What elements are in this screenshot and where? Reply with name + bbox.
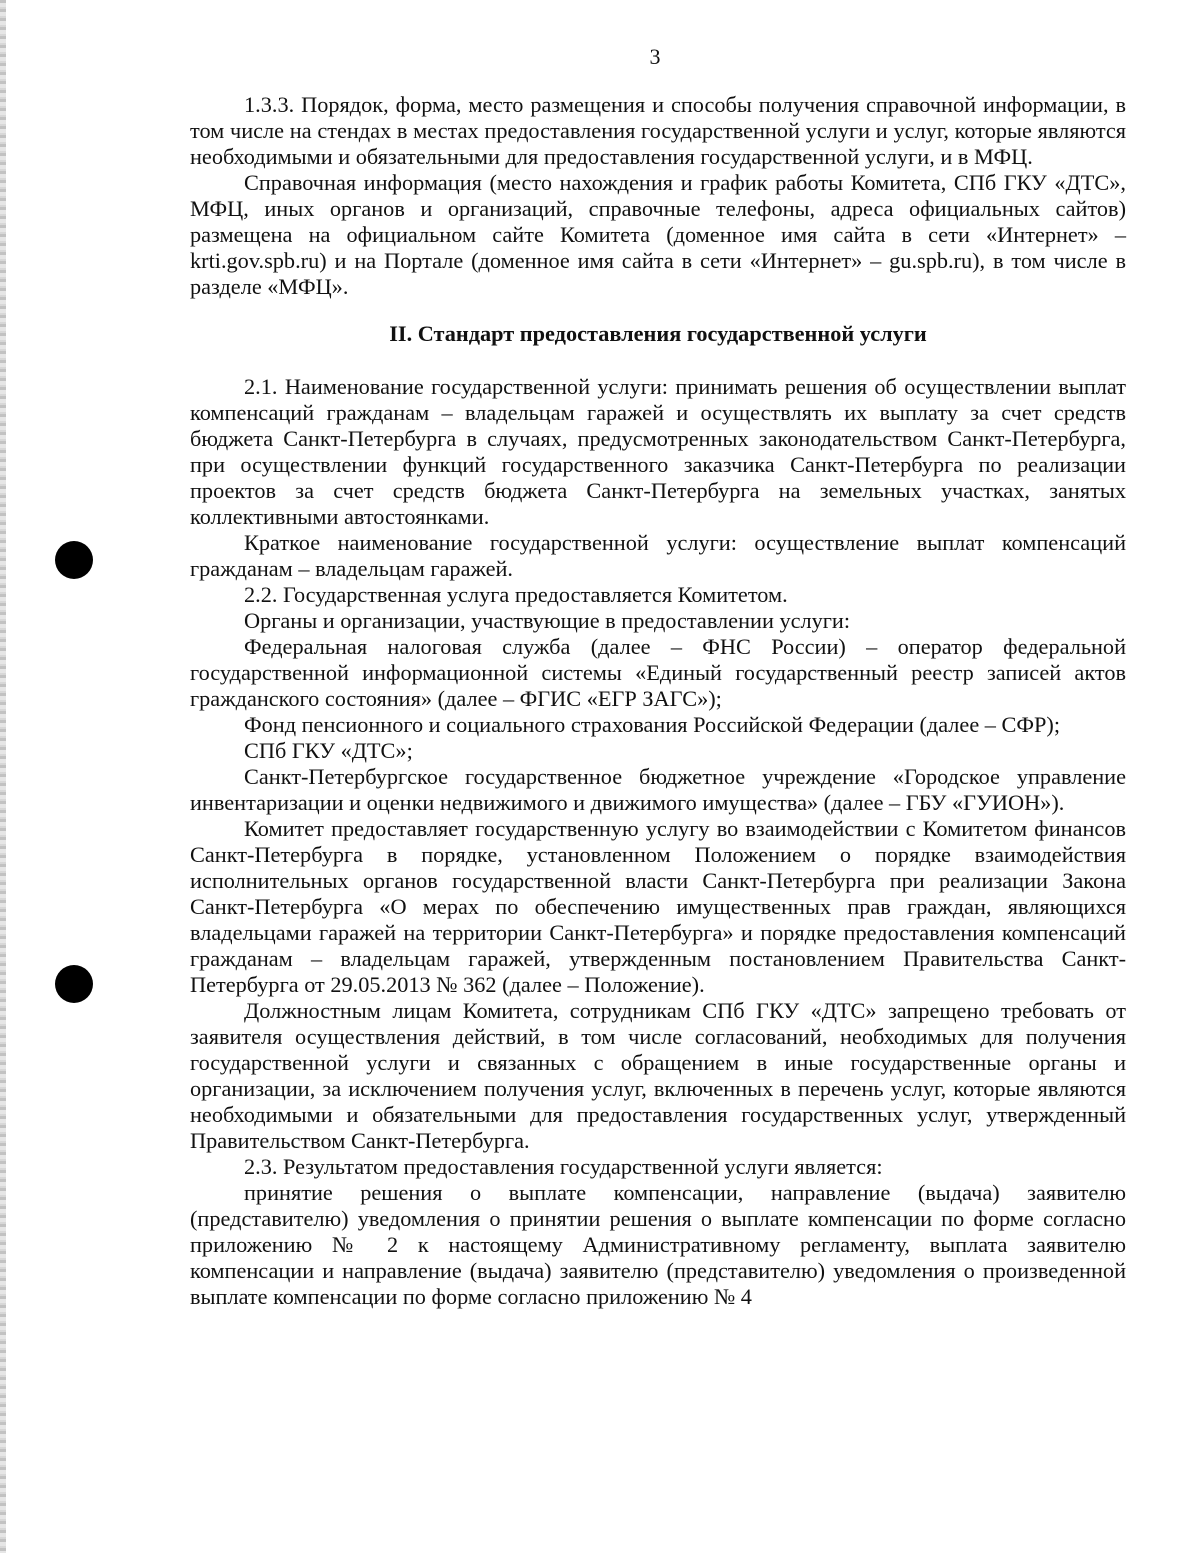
scan-edge-artifact — [0, 0, 6, 1553]
punch-hole-bottom — [55, 965, 93, 1003]
page-number: 3 — [649, 44, 661, 69]
paragraph: 2.1. Наименование государственной услуги: принимать решения об осуществлении выплат компенсаций гражданам – владельцам гаражей и осуществлять их выплату за счет средств бюджета Санкт-Петербурга в случаях, предусмотренных законодательством Санкт-Петербурга, при осуществлении функций государственного заказчика Санкт-Петербурга по реализации проектов за счет средств бюджета Санкт-Петербурга на земельных участках, занятых коллективными автостоянками. — [190, 374, 1126, 529]
paragraph: Комитет предоставляет государственную услугу во взаимодействии с Комитетом финансов Санкт-Петербурга в порядке, установленном Положением о порядке взаимодействия исполнительных органов государственной власти Санкт-Петербурга при реализации Закона Санкт-Петербурга «О мерах по обеспечению имущественных прав граждан, являющихся владельцами гаражей на территории Санкт-Петербурга» и порядке предоставления компенсаций гражданам – владельцам гаражей, утвержденным постановлением Правительства Санкт-Петербурга от 29.05.2013 № 362 (далее – Положение). — [190, 816, 1126, 997]
paragraph: Фонд пенсионного и социального страхования Российской Федерации (далее – СФР); — [244, 712, 1061, 737]
paragraph: Справочная информация (место нахождения и график работы Комитета, СПб ГКУ «ДТС», МФЦ, иных органов и организаций, справочные телефоны, адреса официальных сайтов) размещена на официальном сайте Комитета (доменное имя сайта в сети «Интернет» – krti.gov.spb.ru) и на Портале (доменное имя сайта в сети «Интернет» – gu.spb.ru), в том числе в разделе «МФЦ». — [190, 170, 1126, 299]
paragraph: СПб ГКУ «ДТС»; — [244, 738, 413, 763]
paragraph: 2.2. Государственная услуга предоставляется Комитетом. — [244, 582, 788, 607]
paragraph: Органы и организации, участвующие в предоставлении услуги: — [244, 608, 851, 633]
paragraph: Санкт-Петербургское государственное бюджетное учреждение «Городское управление инвентаризации и оценки недвижимого и движимого имущества» (далее – ГБУ «ГУИОН»). — [190, 764, 1126, 815]
document-body — [190, 92, 1126, 1310]
paragraph: 1.3.3. Порядок, форма, место размещения и способы получения справочной информации, в том числе на стендах в местах предоставления государственной услуги и услуг, которые являются необходимыми и обязательными для предоставления государственной услуги, и в МФЦ. — [190, 92, 1126, 169]
paragraph: принятие решения о выплате компенсации, направление (выдача) заявителю (представителю) уведомления о принятии решения о выплате компенсации по форме согласно приложению № 2 к настоящему Административному регламенту, выплата заявителю компенсации и направление (выдача) заявителю (представителю) уведомления о произведенной выплате компенсации по форме согласно приложению № 4 — [190, 1180, 1126, 1309]
punch-hole-top — [55, 541, 93, 579]
paragraph: 2.3. Результатом предоставления государственной услуги является: — [244, 1154, 883, 1179]
paragraph: Федеральная налоговая служба (далее – ФНС России) – оператор федеральной государственной информационной системы «Единый государственный реестр записей актов гражданского состояния» (далее – ФГИС «ЕГР ЗАГС»); — [190, 634, 1126, 711]
section-heading: II. Стандарт предоставления государственной услуги — [389, 321, 927, 346]
paragraph: Краткое наименование государственной услуги: осуществление выплат компенсаций гражданам – владельцам гаражей. — [190, 530, 1126, 581]
paragraph: Должностным лицам Комитета, сотрудникам СПб ГКУ «ДТС» запрещено требовать от заявителя осуществления действий, в том числе согласований, необходимых для получения государственной услуги и связанных с обращением в иные государственные органы и организации, за исключением получения услуг, включенных в перечень услуг, которые являются необходимыми и обязательными для предоставления государственных услуг, утвержденный Правительством Санкт-Петербурга. — [190, 998, 1126, 1153]
